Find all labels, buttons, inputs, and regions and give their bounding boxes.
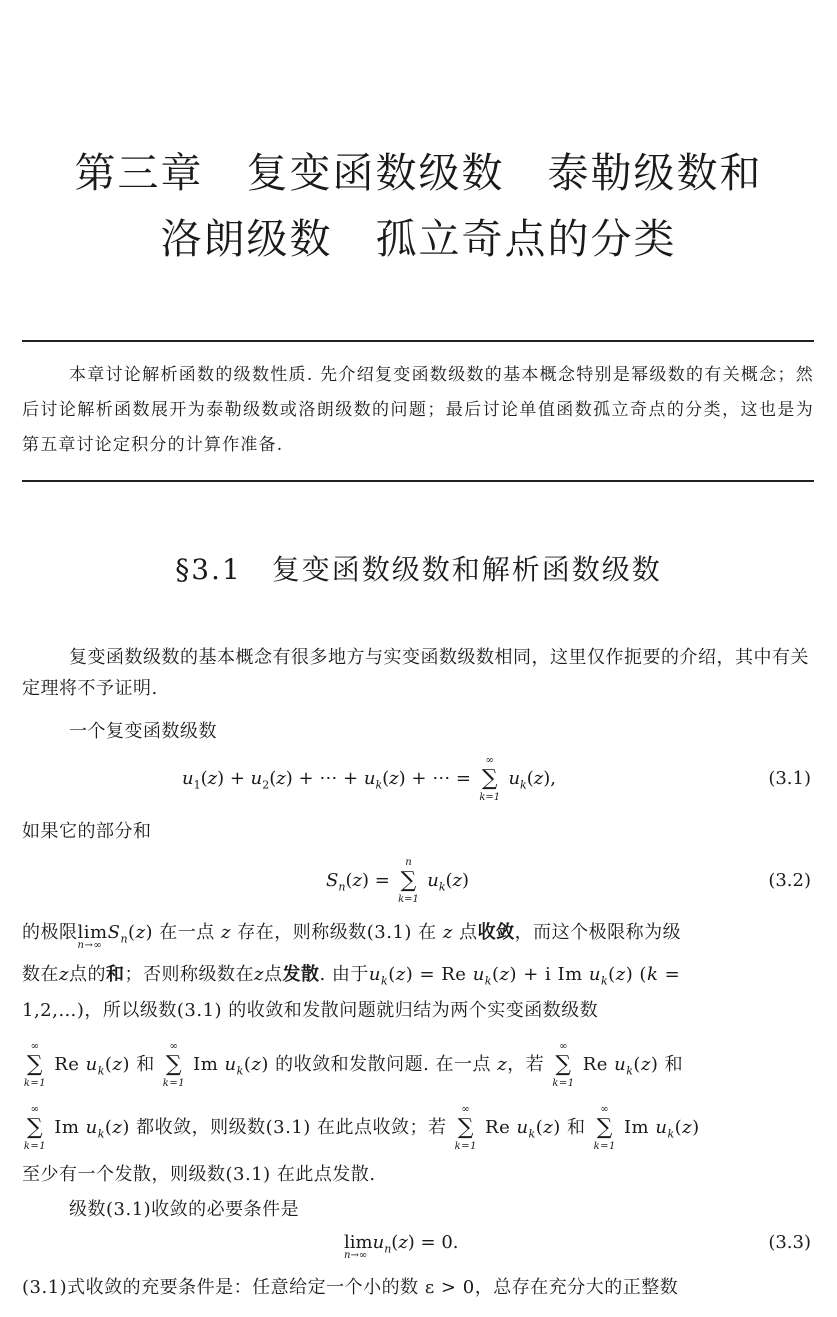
chapter-title-line-2: 洛朗级数 孤立奇点的分类 xyxy=(160,215,677,263)
chapter-abstract xyxy=(22,358,814,463)
equation-3-3-formula: lim n→∞ $u_n(z) = 0$. xyxy=(344,1232,459,1261)
equation-3-2-number: (3.2) xyxy=(768,870,811,891)
body-line-6: ∞ ∑ k=1 Re $u_k(z)$ 和 ∞ ∑ k=1 Im $u_k(z)$ 的收敛和发散问题. 在一点 z，若 ∞ ∑ k=1 Re $u_k(z)$ 和 xyxy=(23,1041,684,1089)
term-diverge: 发散 xyxy=(282,964,320,985)
body-line-8: 至少有一个发散，则级数(3.1) 在此点发散. xyxy=(22,1164,376,1185)
top-rule xyxy=(22,340,814,342)
chapter-title-line-1: 第三章 复变函数级数 泰勒级数和 xyxy=(74,149,763,197)
necessary-condition-line: 级数(3.1)收敛的必要条件是 xyxy=(69,1199,300,1220)
equation-3-2-formula: $S_n(z)$ = n ∑ k=1 $u_k(z)$ xyxy=(326,857,470,905)
body-last-line: (3.1)式收敛的充要条件是：任意给定一个小的数 ε > 0，总存在充分大的正整数 xyxy=(22,1277,679,1298)
body-line-4: 数在z点的和；否则称级数在z点发散. 由于$u_k(z) = Re$ $u_k(z) + i$ Im $u_k(z) (k$ = xyxy=(22,964,681,988)
abstract-text: 本章讨论解析函数的级数性质. 先介绍复变函数级数的基本概念特别是幂级数的有关概念；然后讨论解析函数展开为泰勒级数或洛朗级数的问题；最后讨论单值函数孤立奇点的分类，这也是为第五章讨论定积分的计算作准备. xyxy=(22,365,814,455)
equation-3-1-formula: $u_1(z) + u_2(z)$ + ⋯ + $u_k(z)$ + ⋯ = ∞ ∑ k=1 $u_k(z)$, xyxy=(182,755,556,803)
chapter-title xyxy=(0,140,837,272)
intro-series-line: 一个复变函数级数 xyxy=(69,721,217,742)
equation-3-1-number: (3.1) xyxy=(768,768,811,789)
section-title: §3.1 复变函数级数和解析函数级数 xyxy=(175,553,662,586)
term-sum: 和 xyxy=(105,964,125,985)
body-line-3: 的极限lim n→∞ $S_n(z)$ 在一点 z 存在，则称级数(3.1) 在 z 点收敛，而这个极限称为级 xyxy=(22,922,682,951)
body-line-5: 1,2,…)，所以级数(3.1) 的收敛和发散问题就归结为两个实变函数级数 xyxy=(22,1000,599,1021)
body-line-7: ∞ ∑ k=1 Im $u_k(z)$ 都收敛，则级数(3.1) 在此点收敛；若 ∞ ∑ k=1 Re $u_k(z)$ 和 ∞ ∑ k=1 Im $u_k(z)$ xyxy=(23,1104,700,1152)
bottom-rule xyxy=(22,480,814,482)
equation-3-3-number: (3.3) xyxy=(768,1232,811,1253)
partial-sum-intro: 如果它的部分和 xyxy=(22,821,152,842)
paragraph-1: 复变函数级数的基本概念有很多地方与实变函数级数相同，这里仅作扼要的介绍，其中有关定理将不予证明. xyxy=(22,647,809,699)
term-converge: 收敛 xyxy=(477,922,515,943)
